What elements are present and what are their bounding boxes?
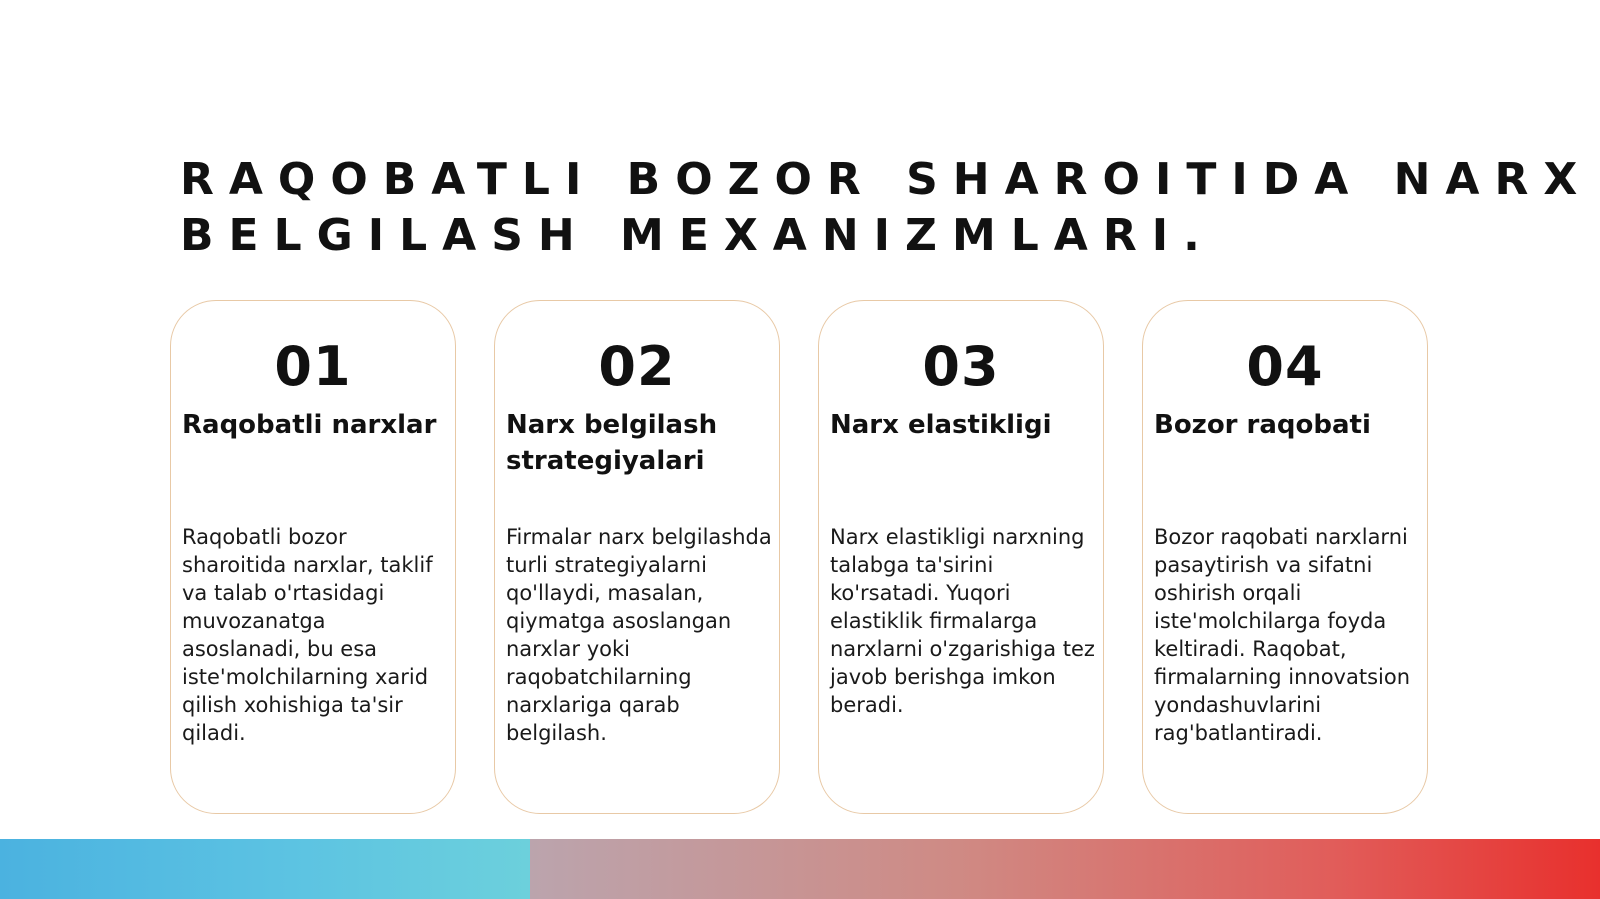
card-body: Firmalar narx belgilashda turli strategiyalarni qo'llaydi, masalan, qiymatga asoslangan narxlar yoki raqobatchilarning narxlariga qarab belgilash. bbox=[506, 525, 772, 745]
slide-title-line-2: BELGILASH MEXANIZMLARI. bbox=[180, 210, 1215, 261]
bottom-bar-blue-segment bbox=[0, 839, 530, 899]
card-body: Narx elastikligi narxning talabga ta'sirini ko'rsatadi. Yuqori elastiklik firmalarga narxlarni o'zgarishiga tez javob berishga imkon beradi. bbox=[830, 525, 1095, 717]
card-heading: Narx elastikligi bbox=[830, 410, 1052, 440]
card-body: Raqobatli bozor sharoitida narxlar, taklif va talab o'rtasidagi muvozanatga asoslanadi, bu esa iste'molchilarning xarid qilish xohishiga ta'sir qiladi. bbox=[182, 525, 433, 745]
card-number: 04 bbox=[1246, 335, 1324, 398]
card-number: 02 bbox=[598, 335, 676, 398]
slide-title-line-1: RAQOBATLI BOZOR SHAROITIDA NARX bbox=[180, 154, 1593, 205]
card-number: 01 bbox=[274, 335, 352, 398]
card-narx-belgilash-strategiyalari bbox=[494, 300, 780, 814]
card-narx-elastikligi bbox=[818, 300, 1104, 814]
bottom-bar-red-segment bbox=[530, 839, 1600, 899]
card-raqobatli-narxlar bbox=[170, 300, 456, 814]
card-bozor-raqobati bbox=[1142, 300, 1428, 814]
card-number: 03 bbox=[922, 335, 1000, 398]
card-heading: Raqobatli narxlar bbox=[182, 410, 437, 440]
bottom-gradient-bar bbox=[0, 839, 1600, 899]
card-heading: Narx belgilash strategiyalari bbox=[506, 410, 718, 476]
card-heading: Bozor raqobati bbox=[1154, 410, 1371, 440]
card-body: Bozor raqobati narxlarni pasaytirish va sifatni oshirish orqali iste'molchilarga foyda keltiradi. Raqobat, firmalarning innovatsion yondashuvlarini rag'batlantiradi. bbox=[1154, 525, 1411, 745]
slide-title bbox=[180, 152, 1593, 264]
